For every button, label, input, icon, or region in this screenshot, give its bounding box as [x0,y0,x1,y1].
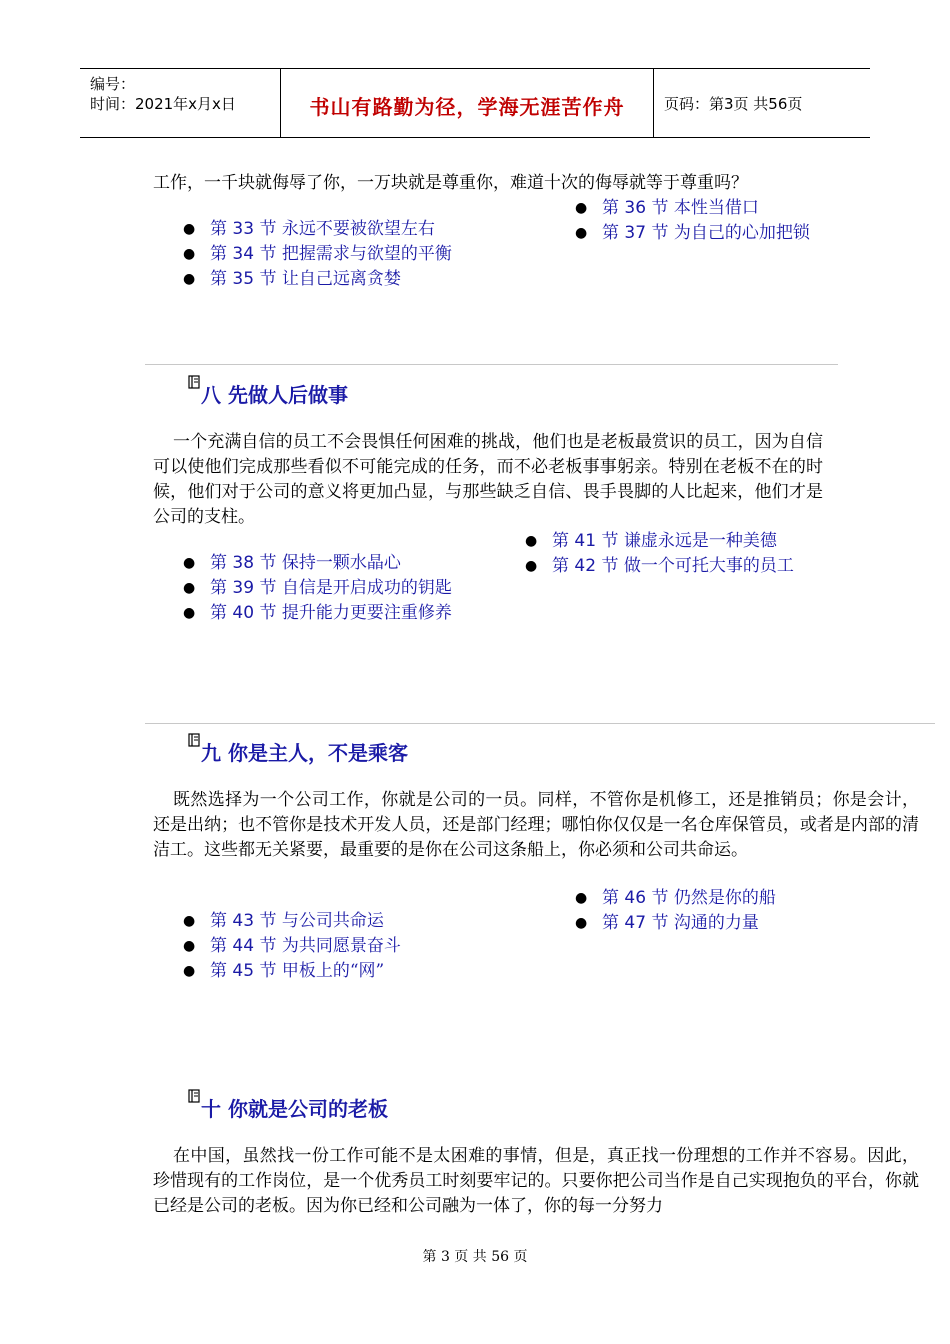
divider [145,723,935,724]
chapter-list-left [183,909,401,984]
book-icon [188,375,200,389]
number-label: 编号： [90,75,136,93]
divider [145,364,838,365]
list-item[interactable]: ● 第 40 节 提升能力更要注重修养 [183,603,452,623]
list-item[interactable]: ● 第 47 节 沟通的力量 [575,913,759,933]
list-item[interactable]: ● 第 46 节 仍然是你的船 [575,888,776,908]
header-left-cell [80,69,281,137]
chapter-list-right [525,529,794,579]
header-mid-cell [281,69,654,137]
chapter-list-right [575,886,776,936]
chapter-list-left [183,551,452,626]
list-item[interactable]: ● 第 36 节 本性当借口 [575,198,759,218]
section-title: 八 先做人后做事 [201,383,348,407]
list-item[interactable]: ● 第 35 节 让自己远离贪婪 [183,269,401,289]
header-right-cell [654,69,870,137]
book-icon [188,733,200,747]
intro-line: 工作，一千块就侮辱了你，一万块就是尊重你，难道十次的侮辱就等于尊重吗？ [153,173,748,193]
chapter-list-left [183,217,452,292]
section-title: 十 你就是公司的老板 [201,1097,388,1121]
section-body: 既然选择为一个公司工作，你就是公司的一员。同样，不管你是机修工，还是推销员；你是会计，还是出纳；也不管你是技术开发人员，还是部门经理；哪怕你仅仅是一名仓库保管员，或者是内部的清洁工。这些都无关紧要，最重要的是你在公司这条船上，你必须和公司共命运。 [153,790,919,860]
section-title: 九 你是主人，不是乘客 [201,741,408,765]
list-item[interactable]: ● 第 45 节 甲板上的“网” [183,961,385,981]
list-item[interactable]: ● 第 42 节 做一个可托大事的员工 [525,556,794,576]
list-item[interactable]: ● 第 43 节 与公司共命运 [183,911,384,931]
list-item[interactable]: ● 第 44 节 为共同愿景奋斗 [183,936,401,956]
list-item[interactable]: ● 第 33 节 永远不要被欲望左右 [183,219,435,239]
list-item[interactable]: ● 第 37 节 为自己的心加把锁 [575,223,810,243]
page-header [80,68,870,138]
time-label: 时间：2021年x月x日 [90,95,236,113]
section-body: 在中国，虽然找一份工作可能不是太困难的事情，但是，真正找一份理想的工作并不容易。因此，珍惜现有的工作岗位，是一个优秀员工时刻要牢记的。只要你把公司当作是自己实现抱负的平台，你就已经是公司的老板。因为你已经和公司融为一体了，你的每一分努力 [153,1146,919,1216]
section-body: 一个充满自信的员工不会畏惧任何困难的挑战，他们也是老板最赏识的员工，因为自信可以使他们完成那些看似不可能完成的任务，而不必老板事事躬亲。特别在老板不在的时候，他们对于公司的意义将更加凸显，与那些缺乏自信、畏手畏脚的人比起来，他们才是公司的支柱。 [153,432,823,527]
list-item[interactable]: ● 第 41 节 谦虚永远是一种美德 [525,531,777,551]
page-code: 页码：第3页 共56页 [664,95,803,113]
motto: 书山有路勤为径，学海无涯苦作舟 [309,95,625,119]
chapter-list-right [575,196,810,246]
list-item[interactable]: ● 第 38 节 保持一颗水晶心 [183,553,401,573]
book-icon [188,1089,200,1103]
list-item[interactable]: ● 第 34 节 把握需求与欲望的平衡 [183,244,452,264]
list-item[interactable]: ● 第 39 节 自信是开启成功的钥匙 [183,578,452,598]
page-footer: 第 3 页 共 56 页 [422,1249,528,1265]
